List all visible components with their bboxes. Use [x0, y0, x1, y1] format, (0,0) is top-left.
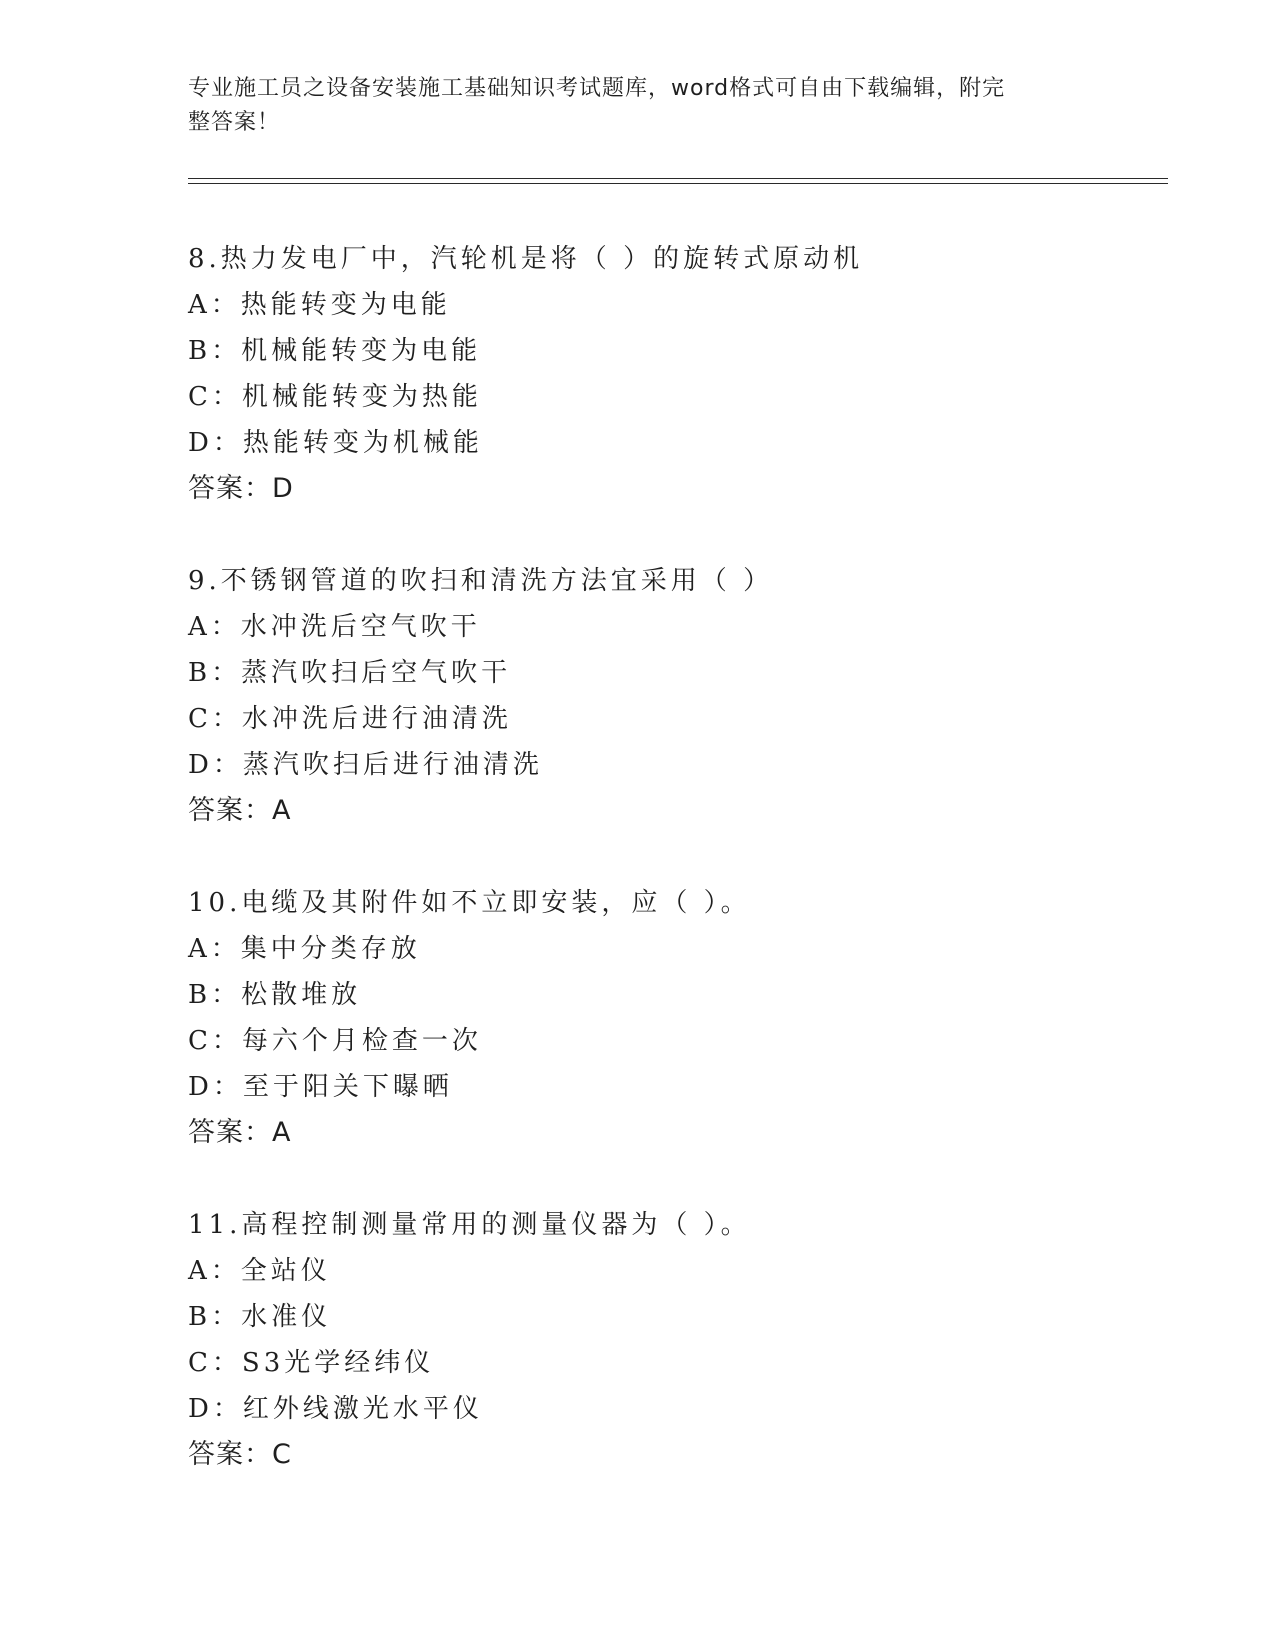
- answer: 答案：D: [188, 473, 294, 504]
- answer: 答案：A: [188, 1117, 292, 1148]
- option-c: C：机械能转变为热能: [188, 382, 482, 412]
- question-title: 8.热力发电厂中，汽轮机是将（ ）的旋转式原动机: [188, 244, 864, 274]
- option-c: C：S3光学经纬仪: [188, 1348, 435, 1378]
- question-title: 10.电缆及其附件如不立即安装，应（ ）。: [188, 888, 751, 918]
- option-b: B：机械能转变为电能: [188, 336, 482, 366]
- option-b: B：蒸汽吹扫后空气吹干: [188, 658, 512, 688]
- option-b: B：松散堆放: [188, 980, 362, 1010]
- option-d: D：红外线激光水平仪: [188, 1394, 483, 1424]
- option-b: B：水准仪: [188, 1302, 332, 1332]
- header-divider-top: [188, 178, 1168, 179]
- option-c: C：水冲洗后进行油清洗: [188, 704, 512, 734]
- option-d: D：至于阳关下曝晒: [188, 1072, 453, 1102]
- option-c: C：每六个月检查一次: [188, 1026, 482, 1056]
- question-9: [188, 558, 1168, 834]
- header-divider-bottom: [188, 183, 1168, 184]
- question-title: 11.高程控制测量常用的测量仪器为（ ）。: [188, 1210, 751, 1240]
- answer: 答案：A: [188, 795, 292, 826]
- option-a: A：全站仪: [188, 1256, 331, 1286]
- option-d: D：热能转变为机械能: [188, 428, 483, 458]
- option-a: A：集中分类存放: [188, 934, 421, 964]
- question-title: 9.不锈钢管道的吹扫和清洗方法宜采用（ ）: [188, 566, 774, 596]
- option-d: D：蒸汽吹扫后进行油清洗: [188, 750, 543, 780]
- option-a: A：热能转变为电能: [188, 290, 451, 320]
- option-a: A：水冲洗后空气吹干: [188, 612, 481, 642]
- document-header: [188, 72, 1068, 140]
- question-10: [188, 880, 1168, 1156]
- question-8: [188, 236, 1168, 512]
- header-line-2: 整答案！: [188, 110, 281, 135]
- question-11: [188, 1202, 1168, 1478]
- header-line-1: 专业施工员之设备安装施工基础知识考试题库，word格式可自由下载编辑，附完: [188, 76, 1006, 101]
- answer: 答案：C: [188, 1439, 292, 1470]
